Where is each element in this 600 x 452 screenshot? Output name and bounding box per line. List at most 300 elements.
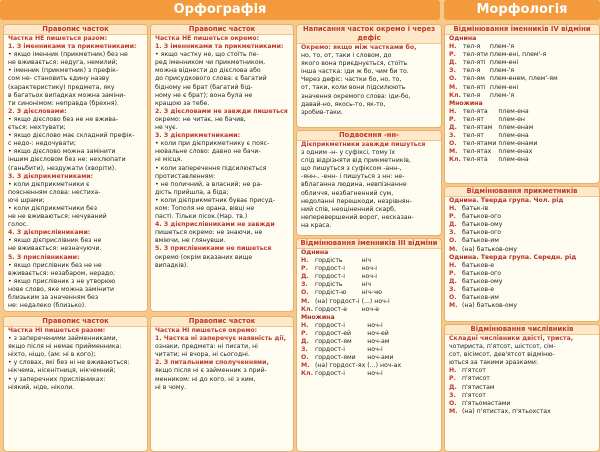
case-form: тел-яти bbox=[462, 51, 488, 59]
text-line: не вживається: незначуючи. bbox=[8, 245, 102, 253]
text-line: 2. З дієсловами не завжди пишеться bbox=[155, 107, 288, 115]
text-line: • якщо дієприслівник без не bbox=[8, 237, 102, 245]
particles-ni-joined-card bbox=[3, 316, 148, 452]
case-form: (...) ноч-ах bbox=[367, 362, 402, 370]
text-line: випадків). bbox=[155, 261, 189, 269]
case-form: плем-'я bbox=[489, 91, 515, 99]
table-row bbox=[301, 330, 403, 338]
table-header-neut: Однина. Тверда група. Середн. рід bbox=[449, 253, 577, 261]
text-line: голос. bbox=[8, 221, 29, 229]
text-line: нювальне слово: давно не бачи- bbox=[155, 148, 261, 156]
adjectives-declension-card bbox=[444, 186, 600, 322]
text-line: ніхто, ніщо, (ам: ні в кого); bbox=[8, 351, 96, 359]
table-row bbox=[449, 237, 519, 245]
text-line: • іменник (прикметник) з префік- bbox=[8, 67, 119, 75]
text-line: • коли заперечення підсилюється bbox=[155, 164, 267, 172]
table-row bbox=[449, 367, 553, 375]
card-title: Відмінювання прикметників bbox=[445, 187, 599, 197]
text-line: • якщо частку не, що стоїть пе- bbox=[155, 51, 259, 59]
case-label: М. bbox=[449, 148, 458, 156]
case-form: тел-ята bbox=[462, 107, 488, 115]
declension-table-singular bbox=[449, 43, 560, 100]
text-line: нове слово, яке можна замінити bbox=[8, 285, 114, 293]
text-line: на краса. bbox=[301, 221, 332, 229]
case-form: ноч-і bbox=[361, 265, 378, 273]
case-label: З. bbox=[449, 67, 456, 75]
card-body bbox=[445, 335, 599, 367]
table-header-plural: Множина bbox=[301, 313, 335, 321]
text-line: • коли дієприкметники є bbox=[8, 180, 90, 188]
case-form: тел-яті bbox=[462, 59, 486, 67]
case-label: М. bbox=[449, 407, 458, 415]
table-row bbox=[301, 354, 403, 362]
case-form: батьков-ого bbox=[462, 213, 502, 221]
text-line: значення окремого слова: іди-бо, bbox=[301, 92, 411, 100]
table-header: Однина. Тверда група. Чол. рід bbox=[449, 197, 564, 204]
case-form: гордост-і bbox=[314, 273, 345, 281]
table-row bbox=[449, 116, 539, 124]
orthography-banner: Орфографія bbox=[0, 0, 440, 20]
case-label: Кл. bbox=[449, 156, 461, 164]
text-line: зробив-таки. bbox=[301, 108, 343, 116]
text-line: не вживається: недуга, немилий; bbox=[8, 59, 118, 67]
case-form: батьков-ого bbox=[462, 229, 502, 237]
table-row bbox=[449, 302, 519, 310]
text-line: 1. З іменниками та прикметниками: bbox=[8, 43, 137, 51]
case-label: Р. bbox=[449, 115, 456, 123]
text-line: обличчя, незбагненний сум, bbox=[301, 189, 394, 197]
table-row bbox=[449, 67, 560, 75]
text-line: ком: Тополя не орана, вівці не bbox=[155, 204, 255, 212]
case-form: гордост-е bbox=[314, 305, 348, 313]
text-line: ніякий, ніде, ніколи. bbox=[8, 383, 75, 391]
table-row bbox=[301, 322, 403, 330]
table-row bbox=[449, 132, 539, 140]
text-line: не чує. bbox=[155, 124, 178, 132]
case-form: ніч bbox=[361, 281, 371, 289]
case-form: гордост-і bbox=[314, 346, 345, 354]
text-line: • коли дієприкметник буває присуд- bbox=[155, 196, 275, 204]
table-row bbox=[449, 392, 553, 400]
table-row bbox=[449, 108, 539, 116]
case-form: гордост-і bbox=[314, 321, 345, 329]
text-line: ний спів, неоціненний скарб, bbox=[301, 205, 396, 213]
case-label: Д. bbox=[449, 124, 457, 132]
case-form: (на) батьков-ому bbox=[462, 245, 518, 253]
morphology-banner: Морфологія bbox=[444, 0, 600, 20]
case-form: тел-я bbox=[462, 43, 481, 51]
text-line: но, то, от, таки і словом, до bbox=[301, 52, 392, 60]
text-line: ються за такими зразками: bbox=[449, 359, 539, 367]
case-form: (на) п'ятистах, п'ятьохстах bbox=[462, 407, 551, 415]
text-line: Частка НЕ пишеться разом: bbox=[8, 35, 108, 42]
card-title: Відмінювання іменників III відміни bbox=[297, 239, 441, 249]
case-form: батьков-ому bbox=[462, 277, 503, 285]
case-label: Д. bbox=[301, 273, 309, 281]
case-form: плем-'я bbox=[489, 43, 515, 51]
table-row bbox=[449, 270, 519, 278]
text-line: якщо після ні немає прийменника: bbox=[8, 343, 122, 351]
table-row bbox=[449, 205, 519, 213]
text-line: сом не- становить єдину назву bbox=[8, 75, 110, 83]
table-row bbox=[301, 298, 392, 306]
case-label: Кл. bbox=[301, 370, 313, 378]
nouns-declension-4-card bbox=[444, 24, 600, 184]
case-form: плем-ена bbox=[498, 107, 529, 115]
text-line: 2. З дієсловами: bbox=[8, 107, 67, 115]
text-line: -янн-, -енн- і пишуться з нн: не- bbox=[301, 173, 405, 181]
text-line: пишеться окремо: не знаючи, не bbox=[155, 229, 263, 237]
case-form: п'ятсот bbox=[462, 367, 486, 375]
nouns-declension-3-card bbox=[296, 238, 442, 452]
table-row bbox=[301, 346, 403, 354]
case-form: плем-ені bbox=[489, 83, 519, 91]
case-label: О. bbox=[449, 75, 457, 83]
text-line: Частка НІ пишеться разом: bbox=[8, 327, 106, 334]
case-form: ніч bbox=[361, 257, 371, 265]
table-row bbox=[449, 43, 560, 51]
table-row bbox=[449, 400, 553, 408]
text-line: • якщо дієслово можна замінити bbox=[8, 148, 116, 156]
case-label: М. bbox=[449, 83, 458, 91]
card-body bbox=[4, 327, 147, 392]
case-form: (...) ноч-і bbox=[361, 297, 390, 305]
case-form: ноч-і bbox=[367, 321, 383, 329]
case-label: Н. bbox=[449, 205, 457, 213]
text-line: читати; ні вчора, ні сьогодні. bbox=[155, 351, 250, 359]
declension-table-plural bbox=[301, 322, 403, 379]
case-form: ноч-ей bbox=[367, 329, 389, 337]
case-form: гордост-і bbox=[314, 370, 345, 378]
case-label: Р. bbox=[301, 265, 308, 273]
case-label: Д. bbox=[449, 221, 457, 229]
case-label: Р. bbox=[449, 213, 456, 221]
text-line: вміючи, не глянувши. bbox=[155, 237, 226, 245]
text-line: от, таки, коли вони підсилюють bbox=[301, 84, 406, 92]
case-label: М. bbox=[449, 302, 458, 310]
text-line: • не поличний, а власний; не ра- bbox=[155, 180, 263, 188]
declension-table-plural bbox=[449, 108, 539, 165]
text-line: що пишуться з суфіксом -анн-, bbox=[301, 165, 402, 173]
text-line: поясненням слова: нестиха- bbox=[8, 188, 101, 196]
text-line: бідному не брат (багатий бід- bbox=[155, 83, 253, 91]
case-form: гордост-і bbox=[314, 265, 345, 273]
card-title: Правопис часток bbox=[4, 317, 147, 327]
case-label: З. bbox=[449, 229, 456, 237]
case-label: Р. bbox=[449, 375, 456, 383]
case-label: З. bbox=[449, 391, 456, 399]
numeral-table bbox=[449, 367, 553, 416]
case-label: Н. bbox=[449, 367, 457, 375]
case-form: тел-ят bbox=[462, 132, 484, 140]
text-line: 5. З прислівниками не пишеться bbox=[155, 245, 272, 253]
text-line: протиставленням: bbox=[155, 172, 216, 180]
text-line: окремо: не читає, не бачив, bbox=[155, 115, 246, 123]
case-label: О. bbox=[449, 399, 457, 407]
case-form: тел-ята bbox=[462, 156, 488, 164]
text-line: якого вона приєднується, стоїть bbox=[301, 60, 408, 68]
text-line: ючі шрами; bbox=[8, 196, 45, 204]
card-body bbox=[297, 44, 441, 117]
text-line: ні місця. bbox=[155, 156, 183, 164]
text-line: кращою за тебе. bbox=[155, 99, 210, 107]
case-label: М. bbox=[449, 245, 458, 253]
text-line: • з запереченими займенниками, bbox=[8, 335, 118, 343]
text-line: ознаки, предмета: ні писати, ні bbox=[155, 343, 258, 351]
case-form: плем-ен bbox=[498, 115, 525, 123]
text-line: • коли дієприкметники без bbox=[8, 204, 97, 212]
table-row bbox=[449, 294, 519, 302]
text-line: вживається: незабаром, нерадо; bbox=[8, 269, 116, 277]
text-line: • якщо прислівник без не не bbox=[8, 261, 102, 269]
text-line: окремо (окрім вказаних вище bbox=[155, 253, 253, 261]
card-body bbox=[151, 35, 293, 270]
text-line: (ганьбити), нездужати (хворіти). bbox=[8, 164, 117, 172]
case-label: Д. bbox=[301, 338, 309, 346]
case-label: Н. bbox=[449, 43, 457, 51]
case-label: Д. bbox=[449, 383, 457, 391]
card-title: Правопис часток bbox=[151, 25, 293, 35]
text-line: близьким за значенням без bbox=[8, 294, 99, 301]
case-form: п'ятисот bbox=[462, 375, 490, 383]
table-row bbox=[449, 286, 519, 294]
text-line: в багатьох випадках можна заміни- bbox=[8, 91, 126, 99]
text-line: не: недалеко (близько). bbox=[8, 302, 87, 310]
case-label: Р. bbox=[301, 329, 308, 337]
text-line: можна віднести до дієслова або bbox=[155, 67, 261, 75]
text-line: 4. З дієприслівниками не завжди bbox=[155, 221, 275, 229]
card-title: Відмінювання іменників IV відміни bbox=[445, 25, 599, 35]
table-row bbox=[449, 84, 560, 92]
text-line: • якщо прислівник з не утворюю bbox=[8, 277, 116, 285]
case-label: М. bbox=[301, 297, 310, 305]
case-form: плем-ена bbox=[498, 156, 529, 164]
table-row bbox=[449, 278, 519, 286]
case-form: тел-яті bbox=[462, 83, 486, 91]
table-row bbox=[449, 384, 553, 392]
case-form: (на) гордост-ях bbox=[314, 362, 366, 370]
case-label: Д. bbox=[449, 277, 457, 285]
case-form: плем-енам bbox=[498, 124, 534, 132]
particles-ni-separate-card bbox=[150, 316, 294, 452]
case-form: батьков-е bbox=[462, 261, 495, 269]
text-line: 2. З питальними сполученнями, bbox=[155, 359, 269, 367]
double-n-card bbox=[296, 130, 442, 236]
case-form: гордост-ей bbox=[314, 329, 352, 337]
text-line: • якщо дієслово без не не вжива- bbox=[8, 115, 119, 123]
text-line: дість прийшла, а біда; bbox=[155, 188, 229, 196]
text-line: ред іменником чи прикметником, bbox=[155, 59, 266, 67]
text-line: сот, вісімсот, дев'ятсот відміню- bbox=[449, 351, 555, 359]
card-body bbox=[297, 141, 441, 230]
case-label: О. bbox=[301, 289, 309, 297]
case-form: батьк-ів bbox=[462, 205, 489, 213]
table-row bbox=[301, 289, 392, 297]
case-form: тел-я bbox=[462, 91, 481, 99]
case-label: З. bbox=[301, 346, 308, 354]
text-line: якщо після ні є займенник з прий- bbox=[155, 367, 267, 375]
text-line: ному не є брат); вона була не bbox=[155, 91, 253, 99]
table-header: Однина bbox=[449, 35, 477, 42]
declension-table-singular bbox=[301, 257, 392, 314]
table-header: Однина bbox=[301, 249, 329, 256]
case-form: ноч-ам bbox=[367, 338, 390, 346]
text-line: слід відрізняти від прикметників, bbox=[301, 157, 411, 165]
case-form: ніч-чю bbox=[361, 289, 383, 297]
case-form: тел-ям bbox=[462, 75, 485, 83]
case-label: Н. bbox=[449, 107, 457, 115]
text-line: менником: ні до кого, ні з ким, bbox=[155, 375, 256, 383]
table-row bbox=[449, 92, 560, 100]
card-body bbox=[4, 35, 147, 310]
case-label: Д. bbox=[449, 59, 457, 67]
text-line: 1. Частка ні заперечує наявність дії, bbox=[155, 335, 286, 343]
table-row bbox=[449, 148, 539, 156]
table-row bbox=[449, 156, 539, 164]
text-line: Дієприкметники завжди пишуться bbox=[301, 141, 426, 148]
case-form: батьков-им bbox=[462, 294, 499, 302]
table-row bbox=[449, 408, 553, 416]
table-row bbox=[449, 140, 539, 148]
text-line: 5. З прислівниками: bbox=[8, 253, 80, 261]
case-form: ноч-і bbox=[367, 370, 383, 378]
case-form: п'ятсот bbox=[462, 391, 486, 399]
case-form: гордост-ям bbox=[314, 338, 352, 346]
case-form: батьков-ому bbox=[462, 221, 503, 229]
text-line: с недо-: недочувати; bbox=[8, 140, 76, 148]
case-label: Р. bbox=[449, 51, 456, 59]
case-form: тел-ятам bbox=[462, 124, 493, 132]
case-form: (на) гордост-і bbox=[314, 297, 360, 305]
text-line: • якщо іменник (прикметник) без не bbox=[8, 51, 128, 59]
text-line: Частка НЕ пишеться окремо: bbox=[155, 35, 260, 42]
text-line: ти синонімом: неправда (брехня). bbox=[8, 99, 119, 107]
adjective-table-neut bbox=[449, 262, 519, 311]
case-form: гордість bbox=[314, 257, 343, 265]
text-line: Складні числівники двісті, триста, bbox=[449, 335, 574, 342]
text-line: до присудкового слова: є багатий bbox=[155, 75, 267, 83]
case-label: Кл. bbox=[449, 91, 461, 99]
case-form: тел-ят bbox=[462, 115, 484, 123]
particles-ne-joined-card bbox=[3, 24, 148, 312]
card-title: Подвоєння -нн- bbox=[297, 131, 441, 141]
case-label: О. bbox=[449, 140, 457, 148]
text-line: Частка НІ пишеться окремо: bbox=[155, 327, 258, 334]
text-line: нікчема, нісенітниця, нікчемний; bbox=[8, 367, 116, 375]
case-form: ноч-е bbox=[361, 305, 380, 313]
case-form: гордість bbox=[314, 281, 343, 289]
case-label: О. bbox=[449, 237, 457, 245]
case-label: Кл. bbox=[301, 305, 313, 313]
table-row bbox=[301, 338, 403, 346]
case-form: ноч-ами bbox=[367, 354, 394, 362]
case-form: плем-енем, плем'-ям bbox=[489, 75, 558, 83]
table-row bbox=[449, 75, 560, 83]
text-line: ється: нехтувати; bbox=[8, 124, 66, 132]
text-line: (характеристику) предмета, яку bbox=[8, 83, 115, 91]
particles-ne-separate-card bbox=[150, 24, 294, 312]
card-title: Правопис часток bbox=[4, 25, 147, 35]
card-title: Правопис часток bbox=[151, 317, 293, 327]
card-body bbox=[151, 327, 293, 392]
case-label: З. bbox=[449, 132, 456, 140]
case-form: п'ятьомастами bbox=[462, 399, 511, 407]
text-line: чотириста, п'ятсот, шістсот, сім- bbox=[449, 343, 556, 351]
text-line: • у заперечних прислівниках: bbox=[8, 375, 106, 383]
case-form: тел-я bbox=[462, 67, 481, 75]
table-row bbox=[449, 375, 553, 383]
case-form: батьков-е bbox=[462, 286, 495, 294]
case-form: батьков-ого bbox=[462, 269, 502, 277]
table-row bbox=[449, 262, 519, 270]
case-label: Н. bbox=[301, 321, 309, 329]
text-line: • коли при дієприкметнику є пояс- bbox=[155, 140, 270, 148]
text-line: вблаганна людина, невпізнанне bbox=[301, 181, 407, 189]
case-form: тел-ятах bbox=[462, 148, 492, 156]
case-label: З. bbox=[301, 281, 308, 289]
case-form: гордіст-ю bbox=[314, 289, 347, 297]
numerals-declension-card bbox=[444, 324, 600, 452]
text-line: 4. З дієприслівниками: bbox=[8, 229, 91, 237]
case-form: плем-енах bbox=[498, 148, 533, 156]
case-label: О. bbox=[301, 354, 309, 362]
text-line: давай-но, якось-то, як-то, bbox=[301, 100, 386, 108]
card-title: Написання часток окремо і через дефіс bbox=[297, 25, 441, 44]
case-form: плем-ена bbox=[498, 132, 529, 140]
case-label: Н. bbox=[449, 261, 457, 269]
case-form: плем-енами bbox=[498, 140, 538, 148]
adjective-table-masc bbox=[449, 205, 519, 254]
case-label: З. bbox=[449, 286, 456, 294]
case-form: гордост-ями bbox=[314, 354, 356, 362]
text-line: Окремо: якщо між частками бо, bbox=[301, 44, 417, 51]
text-line: ні в чому. bbox=[155, 383, 187, 391]
text-line: пасті. Тільки пісок.(Нар. тв.) bbox=[155, 213, 248, 221]
text-line: Через дефіс: частки бо, но, то, bbox=[301, 76, 402, 84]
table-row bbox=[449, 124, 539, 132]
case-form: плем-ені bbox=[489, 59, 519, 67]
text-line: • якщо дієслово має складний префік- bbox=[8, 132, 135, 140]
case-label: Р. bbox=[449, 269, 456, 277]
text-line: недоланні перешкоди, незрівнян- bbox=[301, 197, 412, 205]
text-line: з одним -н- у суфіксі, тому їх bbox=[301, 149, 396, 157]
text-line: неперевершений ворог, несказан- bbox=[301, 213, 414, 221]
table-row bbox=[449, 246, 519, 254]
text-line: інша частка: іди ж бо, чим би то. bbox=[301, 68, 409, 76]
text-line: 1. З іменниками та прикметниками: bbox=[155, 43, 284, 51]
table-row bbox=[301, 370, 403, 378]
case-form: тел-ятами bbox=[462, 140, 497, 148]
case-form: ноч-і bbox=[367, 346, 383, 354]
case-label: М. bbox=[301, 362, 310, 370]
case-form: п'ятистам bbox=[462, 383, 495, 391]
case-form: (на) батьков-ому bbox=[462, 302, 518, 310]
text-line: 3. З дієприкметниками: bbox=[8, 172, 94, 180]
case-label: О. bbox=[449, 294, 457, 302]
table-row bbox=[449, 59, 560, 67]
case-form: плем-ені, плем'-я bbox=[489, 51, 547, 59]
text-line: 3. З дієприкметниками: bbox=[155, 132, 241, 140]
table-row bbox=[301, 257, 392, 265]
case-form: ноч-і bbox=[361, 273, 378, 281]
text-line: • у словах, які без ні не вживаються: bbox=[8, 359, 130, 367]
table-header-plural: Множина bbox=[449, 99, 483, 107]
case-form: батьков-им bbox=[462, 237, 499, 245]
case-form: плем-'я bbox=[489, 67, 515, 75]
text-line: не не вживаються: нечуваний bbox=[8, 213, 107, 221]
case-label: Н. bbox=[301, 257, 309, 265]
table-row bbox=[301, 306, 392, 314]
